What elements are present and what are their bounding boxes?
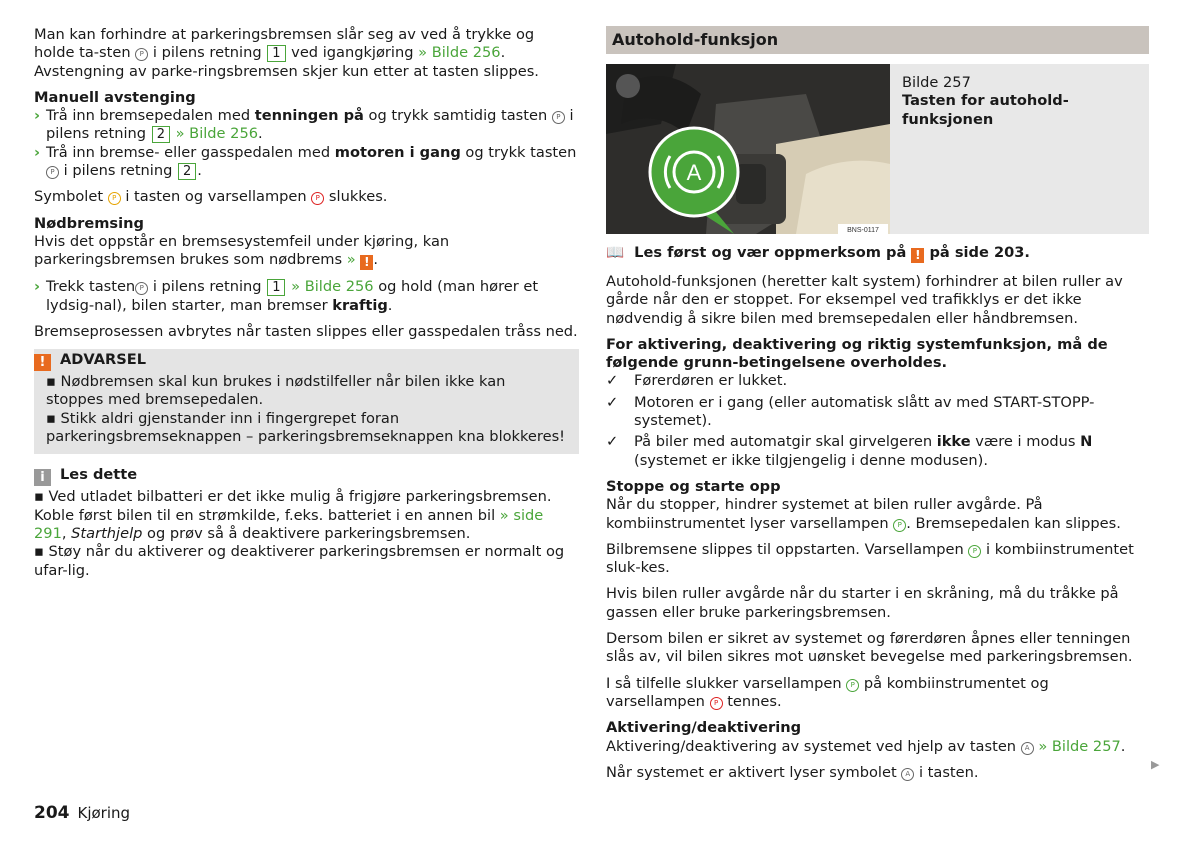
conditions-heading: For aktivering, deaktivering og riktig systemfunksjon, må de følgende grunn-betingelsene overholdes. (606, 335, 1108, 372)
arrow-direction-box: 1 (267, 45, 285, 62)
figure-link[interactable]: » Bilde 256 (418, 44, 501, 62)
emergency-paragraph: Hvis det oppstår en bremsesystemfeil under kjøring, kan parkeringsbremsen brukes som nødbrems » ! . (34, 232, 450, 270)
manual-heading: Manuell avstenging (34, 88, 196, 106)
warning-item: ▪ Stikk aldri gjenstander inn i fingergrepet foran parkeringsbremseknappen – parkeringsbremseknappen kna blokkeres! (46, 409, 566, 446)
right-column (606, 26, 1149, 790)
note-item: ▪ Ved utladet bilbatteri er det ikke mulig å frigjøre parkeringsbremsen. Koble først bilen til en strømkilde, f.eks. batteriet i en annen bil » side 291, Starthjelp og prøv så å deaktivere parkeringsbremsen. (34, 488, 552, 542)
manual-step-2: › Trå inn bremse- eller gasspedalen med motoren i gang og trykk tasten P i pilens retning 2 . (34, 143, 577, 180)
figure-number: Bilde 257 (902, 74, 971, 91)
parking-brake-icon: P (135, 48, 148, 61)
warning-link[interactable]: » (346, 251, 356, 269)
arrow-icon: › (34, 107, 41, 125)
arrow-icon: › (34, 143, 41, 161)
figure-link[interactable]: » Bilde 256 (175, 125, 259, 143)
parking-brake-icon: P (552, 111, 565, 124)
dashboard-illustration (606, 64, 890, 234)
check-icon: ✓ (606, 433, 619, 451)
figure-code: BNS-0117 (847, 227, 879, 234)
warning-icon: ! (34, 354, 51, 371)
left-column (34, 26, 579, 580)
activation-heading: Aktivering/deaktivering (606, 719, 802, 737)
active-paragraph: Når systemet er aktivert lyser symbolet A i tasten. (606, 763, 979, 781)
symbol-paragraph: Symbolet P i tasten og varsellampen P slukkes. (34, 188, 388, 206)
parking-brake-green-icon: P (846, 679, 859, 692)
stop-paragraph: Når du stopper, hindrer systemet at bilen ruller avgårde. På kombiinstrumentet lyser varsellampen P . Bremsepedalen kan slippes. (606, 496, 1121, 532)
condition-item: ✓ Motoren er i gang (eller automatisk slått av med START-STOPP-systemet). (606, 393, 1095, 430)
continue-arrow-icon: ▶ (1151, 758, 1160, 771)
autohold-icon: A (1021, 742, 1034, 755)
parking-brake-icon: P (46, 166, 59, 179)
note-block (34, 466, 579, 579)
autohold-symbol: A (686, 160, 702, 185)
note-heading: i Les dette (34, 466, 579, 486)
emergency-step: › Trekk tasten P i pilens retning 1 » Bilde 256 og hold (man hører et lydsig-nal), bilen starter, man bremser kraftig. (34, 278, 539, 314)
lamp-paragraph: I så tilfelle slukker varsellampen P på kombiinstrumentet og varsellampen P tennes. (606, 674, 1049, 710)
parking-brake-icon: P (135, 282, 148, 295)
book-icon: 📖 (606, 244, 625, 261)
activation-paragraph: Aktivering/deaktivering av systemet ved hjelp av tasten A » Bilde 257. (606, 737, 1126, 755)
arrow-direction-box: 2 (178, 163, 196, 180)
autohold-button-photo (606, 64, 890, 234)
arrow-icon: › (34, 278, 41, 296)
emergency-heading: Nødbremsing (34, 214, 144, 232)
chapter-name: Kjøring (77, 804, 131, 822)
arrow-direction-box: 1 (267, 279, 285, 296)
info-icon: i (34, 469, 51, 486)
warning-item: ▪ Nødbremsen skal kun brukes i nødstilfeller når bilen ikke kan stoppes med bremsepedalen. (46, 373, 506, 409)
page-footer (34, 804, 130, 822)
page-link[interactable]: » side 291 (34, 506, 544, 542)
condition-item: ✓ På biler med automatgir skal girvelgeren ikke være i modus N (systemet er ikke tilgjengelig i denne modusen). (606, 433, 1093, 469)
figure-caption: Tasten for autohold-funksjonen (902, 92, 1069, 128)
parking-brake-red-icon: P (710, 697, 723, 710)
check-icon: ✓ (606, 393, 619, 411)
intro-paragraph: Man kan forhindre at parkeringsbremsen slår seg av ved å trykke og holde ta-sten P i pilens retning 1 ved igangkjøring » Bilde 256. Avstengning av parke-ringsbremsen skjer kun etter at tasten slippes. (34, 26, 539, 80)
figure-caption-block (890, 64, 1149, 234)
check-icon: ✓ (606, 372, 619, 390)
intro-paragraph: Autohold-funksjonen (heretter kalt system) forhindrer at bilen ruller av gårde når den er stoppet. For eksempel ved trafikklys er det ikke nødvendig å sikre bilen med bremsepedalen eller håndbremsen. (606, 273, 1123, 327)
warning-icon: ! (911, 248, 924, 263)
read-first: 📖 Les først og vær oppmerksom på ! på side 203. (606, 244, 1030, 262)
page-number: 204 (34, 803, 70, 823)
figure-link[interactable]: » Bilde 256 (291, 278, 374, 296)
slope-paragraph: Hvis bilen ruller avgårde når du starter i en skråning, må du tråkke på gassen eller bruke parkeringsbremsen. (606, 585, 1119, 621)
abort-paragraph: Bremseprosessen avbrytes når tasten slippes eller gasspedalen tråss ned. (34, 322, 578, 340)
door-paragraph: Dersom bilen er sikret av systemet og førerdøren åpnes eller tenningen slås av, vil bilen sikres mot uønsket bevegelse med parkeringsbremsen. (606, 630, 1133, 666)
parking-brake-yellow-icon: P (108, 192, 121, 205)
note-item: ▪ Støy når du aktiverer og deaktiverer parkeringsbremsen er normalt og ufar-lig. (34, 543, 565, 579)
release-paragraph: Bilbremsene slippes til oppstarten. Varsellampen P i kombiinstrumentet sluk-kes. (606, 540, 1134, 577)
autohold-icon: A (901, 768, 914, 781)
warning-icon: ! (360, 255, 373, 270)
arrow-direction-box: 2 (152, 126, 170, 143)
parking-brake-green-icon: P (893, 519, 906, 532)
stop-heading: Stoppe og starte opp (606, 477, 781, 495)
figure-link[interactable]: » Bilde 257 (1038, 737, 1121, 755)
manual-step-1: › Trå inn bremsepedalen med tenningen på og trykk samtidig tasten P i pilens retning 2 » Bilde 256. (34, 107, 574, 143)
figure-257 (606, 64, 1149, 234)
section-title: Autohold-funksjon (606, 26, 1149, 54)
warning-panel (34, 349, 579, 454)
conditions-list (606, 372, 1149, 469)
parking-brake-red-icon: P (311, 192, 324, 205)
parking-brake-green-icon: P (968, 545, 981, 558)
condition-item: ✓ Førerdøren er lukket. (606, 372, 788, 390)
warning-heading: ! ADVARSEL (34, 351, 567, 371)
